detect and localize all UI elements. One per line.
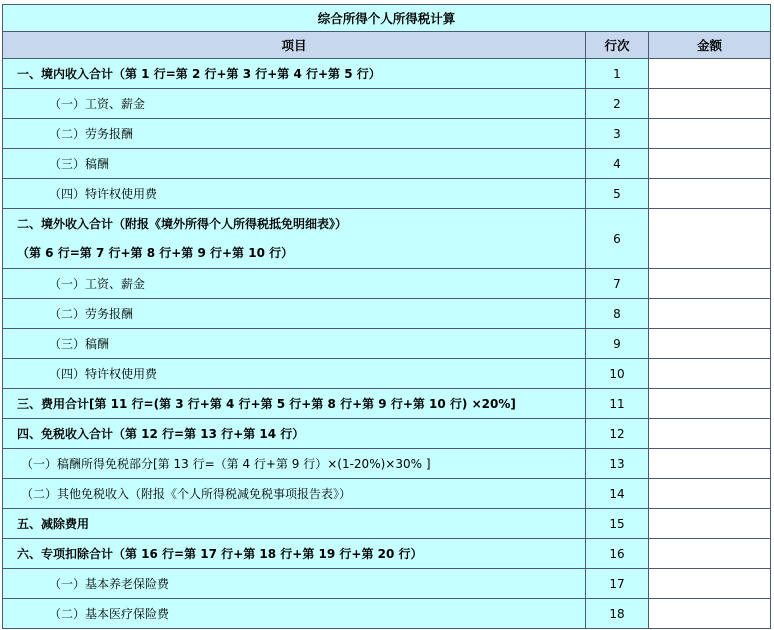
row-number: 6 bbox=[586, 209, 649, 269]
row-label: （四）特许权使用费 bbox=[3, 179, 586, 209]
amount-cell[interactable] bbox=[649, 479, 771, 509]
amount-cell[interactable] bbox=[649, 599, 771, 629]
row-label: （三）稿酬 bbox=[3, 329, 586, 359]
amount-cell[interactable] bbox=[649, 419, 771, 449]
row-label: （三）稿酬 bbox=[3, 149, 586, 179]
amount-cell[interactable] bbox=[649, 509, 771, 539]
amount-cell[interactable] bbox=[649, 299, 771, 329]
row-label: （四）特许权使用费 bbox=[3, 359, 586, 389]
table-row bbox=[3, 299, 771, 329]
amount-cell[interactable] bbox=[649, 149, 771, 179]
row-number: 14 bbox=[586, 479, 649, 509]
table-row bbox=[3, 539, 771, 569]
row-number: 8 bbox=[586, 299, 649, 329]
row-label: 一、境内收入合计（第 1 行=第 2 行+第 3 行+第 4 行+第 5 行） bbox=[3, 59, 586, 89]
table-row bbox=[3, 329, 771, 359]
table-row bbox=[3, 119, 771, 149]
amount-cell[interactable] bbox=[649, 119, 771, 149]
row-label bbox=[3, 209, 586, 269]
amount-cell[interactable] bbox=[649, 329, 771, 359]
row-number: 4 bbox=[586, 149, 649, 179]
row-label: （一）稿酬所得免税部分[第 13 行=（第 4 行+第 9 行）×(1-20%)×30% ] bbox=[3, 449, 586, 479]
row-label: （二）基本医疗保险费 bbox=[3, 599, 586, 629]
row-number: 18 bbox=[586, 599, 649, 629]
table-row bbox=[3, 569, 771, 599]
amount-cell[interactable] bbox=[649, 449, 771, 479]
row-number: 10 bbox=[586, 359, 649, 389]
row-number: 2 bbox=[586, 89, 649, 119]
row-label: 四、免税收入合计（第 12 行=第 13 行+第 14 行） bbox=[3, 419, 586, 449]
row-label: （一）基本养老保险费 bbox=[3, 569, 586, 599]
row-label: （一）工资、薪金 bbox=[3, 89, 586, 119]
header-row-no: 行次 bbox=[586, 32, 649, 59]
amount-cell[interactable] bbox=[649, 89, 771, 119]
table-title: 综合所得个人所得税计算 bbox=[3, 5, 771, 32]
amount-cell[interactable] bbox=[649, 359, 771, 389]
row-label-line-1: 二、境外收入合计（附报《境外所得个人所得税抵免明细表》） bbox=[17, 216, 348, 231]
table-row bbox=[3, 269, 771, 299]
table-row bbox=[3, 389, 771, 419]
table-row bbox=[3, 449, 771, 479]
amount-cell[interactable] bbox=[649, 269, 771, 299]
row-label: （一）工资、薪金 bbox=[3, 269, 586, 299]
table-row bbox=[3, 89, 771, 119]
table-title-row bbox=[3, 5, 771, 32]
row-label: （二）劳务报酬 bbox=[3, 119, 586, 149]
row-number: 9 bbox=[586, 329, 649, 359]
row-label: 五、减除费用 bbox=[3, 509, 586, 539]
header-amount: 金额 bbox=[649, 32, 771, 59]
table-row bbox=[3, 479, 771, 509]
row-label: 六、专项扣除合计（第 16 行=第 17 行+第 18 行+第 19 行+第 20 行） bbox=[3, 539, 586, 569]
row-number: 1 bbox=[586, 59, 649, 89]
table-row bbox=[3, 59, 771, 89]
row-number: 11 bbox=[586, 389, 649, 419]
row-number: 15 bbox=[586, 509, 649, 539]
row-label: （二）其他免税收入（附报《个人所得税减免税事项报告表》） bbox=[3, 479, 586, 509]
amount-cell[interactable] bbox=[649, 59, 771, 89]
row-label: （二）劳务报酬 bbox=[3, 299, 586, 329]
row-number: 5 bbox=[586, 179, 649, 209]
tax-table bbox=[2, 4, 771, 629]
table-row bbox=[3, 419, 771, 449]
amount-cell[interactable] bbox=[649, 209, 771, 269]
table-row bbox=[3, 179, 771, 209]
table-row bbox=[3, 509, 771, 539]
amount-cell[interactable] bbox=[649, 539, 771, 569]
table-row bbox=[3, 149, 771, 179]
row-number: 12 bbox=[586, 419, 649, 449]
amount-cell[interactable] bbox=[649, 389, 771, 419]
row-label-line-2: （第 6 行=第 7 行+第 8 行+第 9 行+第 10 行） bbox=[17, 245, 294, 260]
table-row bbox=[3, 209, 771, 269]
row-number: 3 bbox=[586, 119, 649, 149]
row-number: 7 bbox=[586, 269, 649, 299]
header-item: 项目 bbox=[3, 32, 586, 59]
table-row bbox=[3, 599, 771, 629]
row-number: 17 bbox=[586, 569, 649, 599]
table-row bbox=[3, 359, 771, 389]
row-number: 13 bbox=[586, 449, 649, 479]
row-label: 三、费用合计[第 11 行=(第 3 行+第 4 行+第 5 行+第 8 行+第 9 行+第 10 行) ×20%] bbox=[3, 389, 586, 419]
row-number: 16 bbox=[586, 539, 649, 569]
amount-cell[interactable] bbox=[649, 179, 771, 209]
table-header-row bbox=[3, 32, 771, 59]
amount-cell[interactable] bbox=[649, 569, 771, 599]
